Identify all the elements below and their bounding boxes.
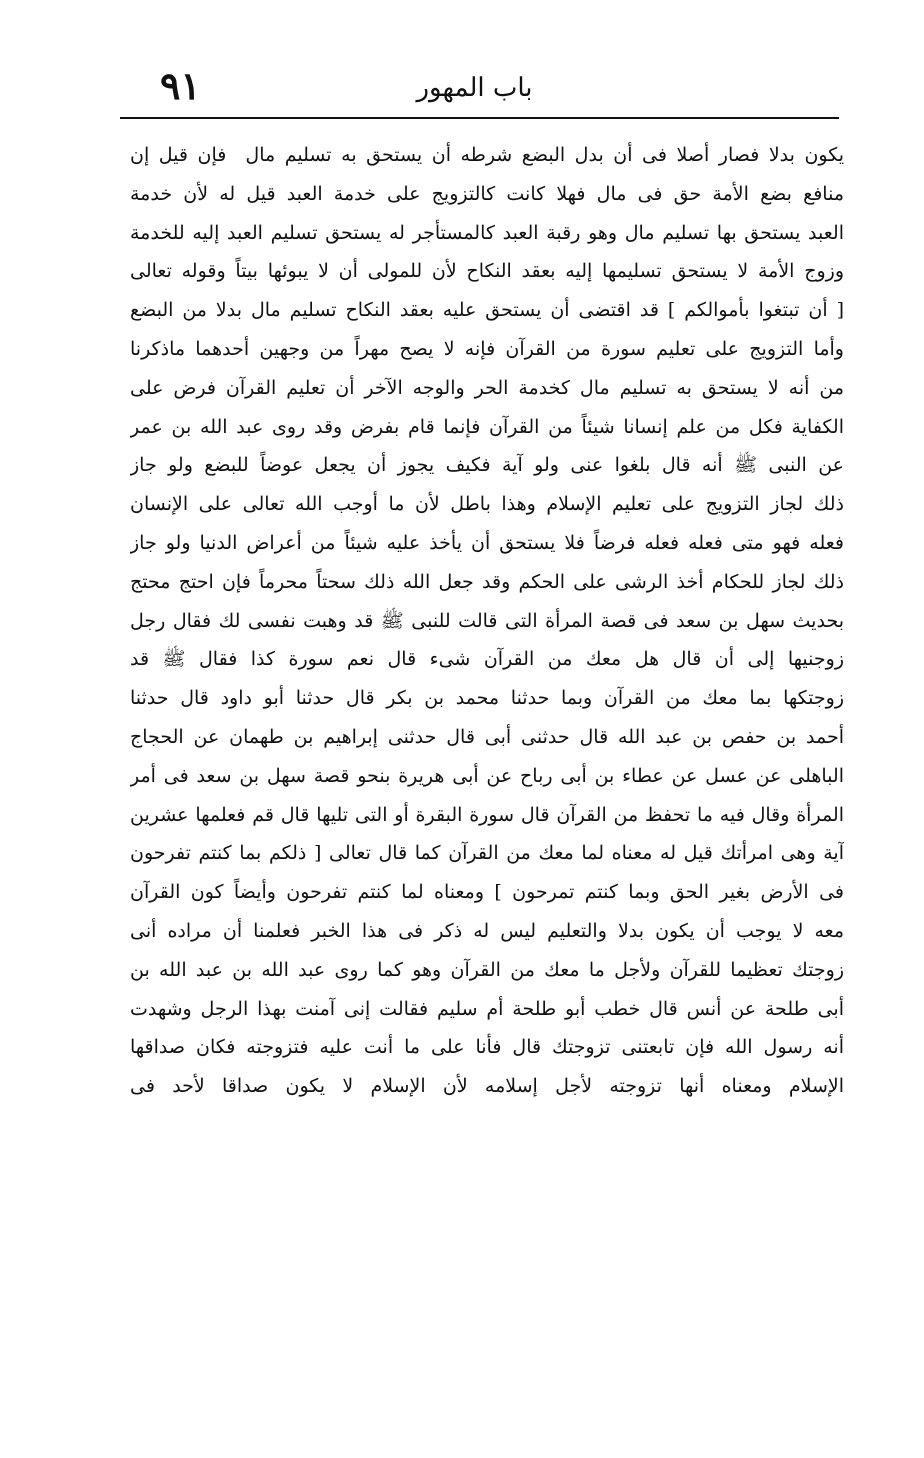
text-line: زوجتكها بما معك من القرآن وبما حدثنا محمد بن بكر قال حدثنا أبو داود قال حدثنا: [130, 687, 844, 710]
text-line: المرأة وقال فيه ما تحفظ من القرآن قال سورة البقرة أو التى تليها قال قم فعلمها عشرين: [130, 803, 844, 826]
text-line: فى الأرض بغير الحق وبما كنتم تمرحون ] ومعناه لما كنتم تفرحون وأيضاً كون القرآن: [130, 881, 844, 904]
text-line: [ أن تبتغوا بأموالكم ] قد اقتضى أن يستحق عليه بعقد النكاح تسليم مال بدلا من البضع: [130, 299, 844, 322]
text-line: الإسلام ومعناه أنها تزوجته لأجل إسلامه لأن الإسلام لا يكون صداقا لأحد فى: [130, 1075, 844, 1098]
text-line: الباهلى عن عسل عن عطاء بن أبى رباح عن أبى هريرة بنحو قصة سهل بن سعد فى أمر: [130, 764, 844, 787]
text-line: أنه رسول الله فإن تابعتنى تزوجتك قال فأنا على ما أنت عليه فتزوجته فكان صداقها: [130, 1036, 844, 1059]
text-line: من أنه لا يستحق به تسليم مال كخدمة الحر والوجه الآخر أن تعليم القرآن فرض على: [130, 376, 844, 399]
text-line: ذلك لجاز للحكام أخذ الرشى على الحكم وقد جعل الله ذلك سحتاً محرماً فإن احتج محتج: [130, 570, 844, 593]
text-line: زوجتك تعظيما للقرآن ولأجل ما معك من القرآن وهو كما روى عبد الله بن عبد الله بن: [130, 958, 844, 981]
text-line: بحديث سهل بن سعد فى قصة المرأة التى قالت للنبى ﷺ قد وهبت نفسى لك فقال رجل: [130, 609, 844, 632]
text-line: وأما التزويج على تعليم سورة من القرآن فإنه لا يصح مهراً من وجهين أحدهما ماذكرنا: [130, 337, 844, 360]
page-number: ٩١: [160, 63, 201, 108]
text-line: فعله فهو متى فعله فعله فرضاً فلا يستحق أن يأخذ عليه شيئاً من أعراض الدنيا ولو جاز: [130, 531, 844, 554]
page-header: [120, 62, 829, 114]
text-line: الكفاية فكل من علم إنسانا شيئاً من القرآن فإنما قام بفرض وقد روى عبد الله بن عمر: [130, 415, 844, 438]
body-text: [130, 136, 844, 1106]
text-line: عن النبى ﷺ أنه قال بلغوا عنى ولو آية فكيف يجوز أن يجعل عوضاً للبضع ولو جاز: [130, 454, 844, 477]
text-line: وزوج الأمة لا يستحق تسليمها إليه بعقد النكاح لأن للمولى أن لا يبوئها بيتاً وقوله تعالى: [130, 260, 844, 283]
header-rule: [120, 117, 839, 119]
text-line: معه لا يوجب أن يكون بدلا والتعليم ليس له ذكر فى هذا الخبر فعلمنا أن مراده أنى: [130, 919, 844, 942]
text-line: زوجنيها إلى أن قال هل معك من القرآن شىء قال نعم سورة كذا فقال ﷺ قد: [130, 648, 844, 671]
running-title: باب المهور: [416, 73, 533, 103]
text-line: ذلك لجاز التزويج على تعليم الإسلام وهذا باطل لأن ما أوجب الله تعالى على الإنسان: [130, 493, 844, 516]
text-line: العبد يستحق بها تسليم مال وهو رقبة العبد كالمستأجر له يستحق تسليم العبد إليه للخدمة: [130, 221, 844, 244]
text-line: آية وهى امرأتك قيل له معناه لما معك من القرآن كما قال تعالى [ ذلكم بما كنتم تفرحون: [130, 842, 844, 865]
text-line: يكون بدلا فصار أصلا فى أن بدل البضع شرطه أن يستحق به تسليم مال ‍ فإن قيل إن: [130, 144, 844, 166]
text-line: أبى طلحة عن أنس قال خطب أبو طلحة أم سليم فقالت إنى آمنت بهذا الرجل وشهدت: [130, 997, 844, 1020]
text-line: منافع بضع الأمة حق فى مال فهلا كانت كالتزويج على خدمة العبد قيل له لأن خدمة: [130, 182, 844, 205]
text-line: أحمد بن حفص بن عبد الله قال حدثنى أبى قال حدثنى إبراهيم بن طهمان عن الحجاج: [130, 725, 844, 748]
